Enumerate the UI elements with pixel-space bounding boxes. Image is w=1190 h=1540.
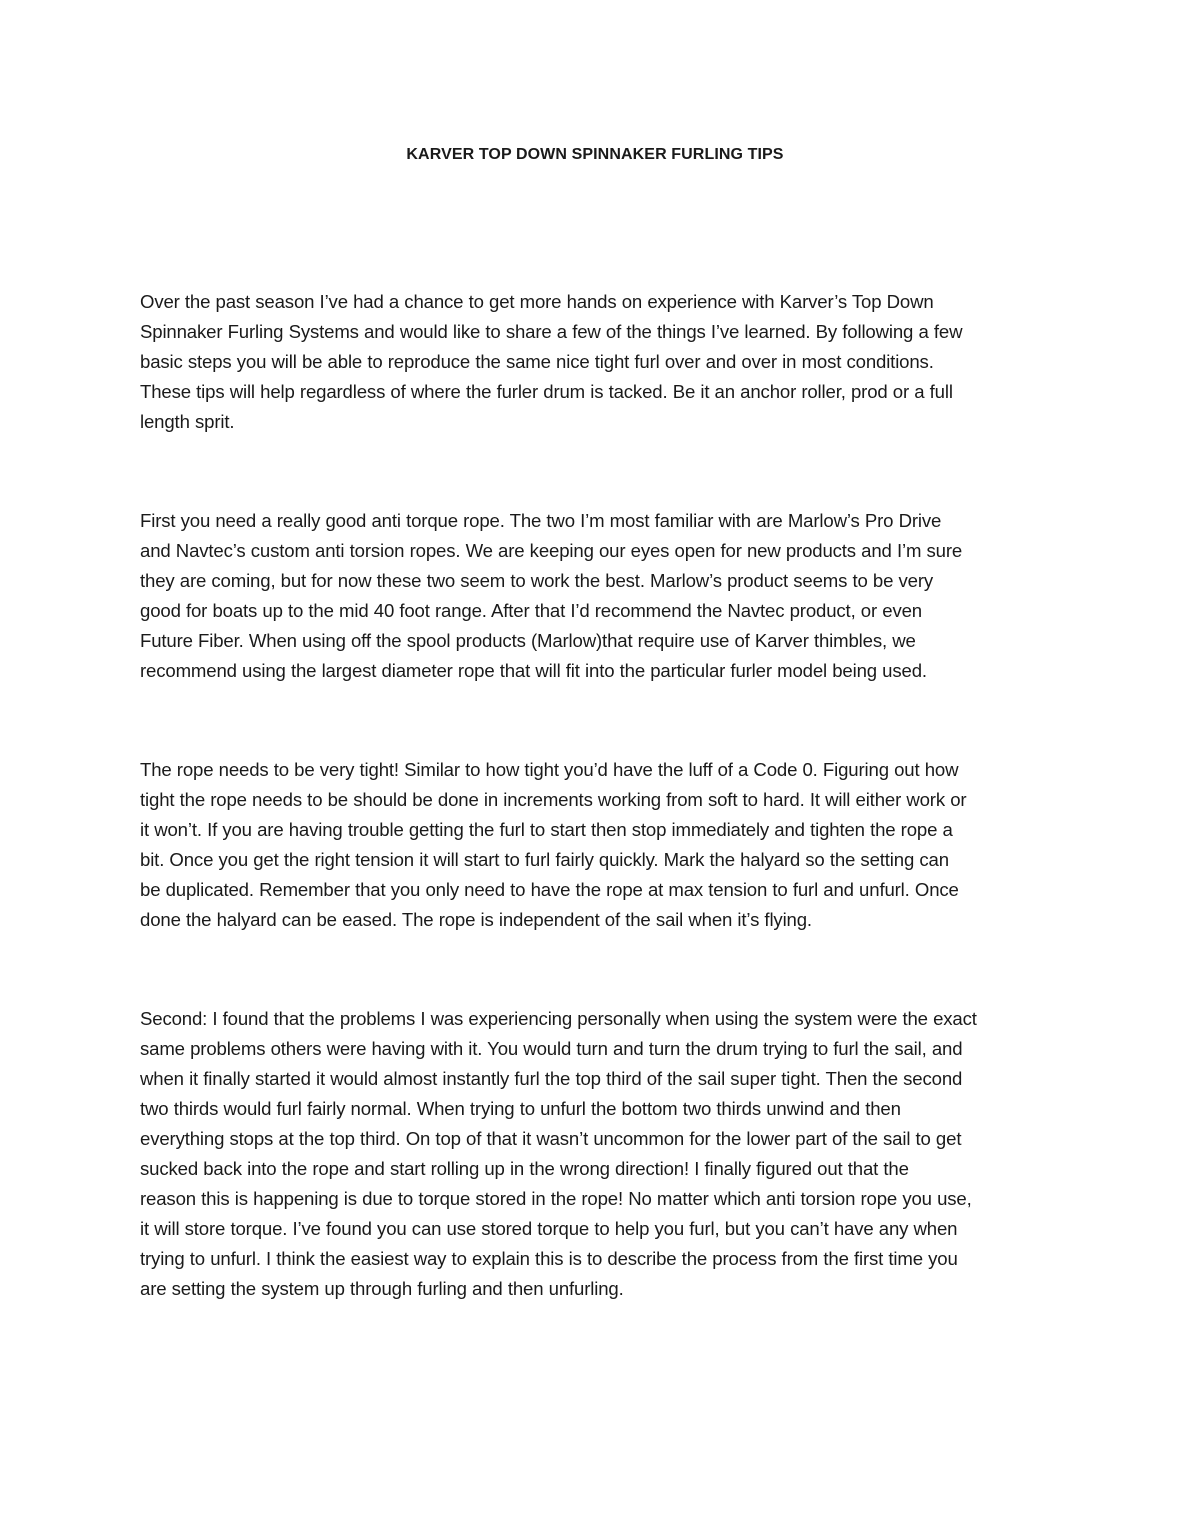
paragraph-line: sucked back into the rope and start rolling up in the wrong direction! I finally figured out that the <box>140 1158 909 1179</box>
paragraph-line: Over the past season I’ve had a chance to get more hands on experience with Karver’s Top Down <box>140 291 934 312</box>
paragraph-line: Second: I found that the problems I was experiencing personally when using the system were the exact <box>140 1008 977 1029</box>
paragraph-anti-torque-rope <box>140 506 1055 686</box>
paragraph-line: recommend using the largest diameter rope that will fit into the particular furler model being used. <box>140 660 927 681</box>
paragraph-line: length sprit. <box>140 411 235 432</box>
paragraph-stored-torque <box>140 1004 1055 1304</box>
paragraph-line: tight the rope needs to be should be done in increments working from soft to hard. It will either work or <box>140 789 967 810</box>
paragraph-line: two thirds would furl fairly normal. When trying to unfurl the bottom two thirds unwind and then <box>140 1098 901 1119</box>
paragraph-line: are setting the system up through furling and then unfurling. <box>140 1278 624 1299</box>
paragraph-line: when it finally started it would almost instantly furl the top third of the sail super tight. Then the second <box>140 1068 963 1089</box>
paragraph-line: basic steps you will be able to reproduce the same nice tight furl over and over in most conditions. <box>140 351 934 372</box>
paragraph-line: good for boats up to the mid 40 foot range. After that I’d recommend the Navtec product, or even <box>140 600 922 621</box>
paragraph-line: These tips will help regardless of where the furler drum is tacked. Be it an anchor roller, prod or a full <box>140 381 953 402</box>
paragraph-line: it won’t. If you are having trouble getting the furl to start then stop immediately and tighten the rope a <box>140 819 953 840</box>
paragraph-rope-tension <box>140 755 1055 935</box>
paragraph-line: same problems others were having with it. You would turn and turn the drum trying to furl the sail, and <box>140 1038 963 1059</box>
document-title: KARVER TOP DOWN SPINNAKER FURLING TIPS <box>406 146 784 163</box>
paragraph-line: and Navtec’s custom anti torsion ropes. We are keeping our eyes open for new products and I’m sure <box>140 540 963 561</box>
paragraph-line: it will store torque. I’ve found you can use stored torque to help you furl, but you can’t have any when <box>140 1218 958 1239</box>
paragraph-line: First you need a really good anti torque rope. The two I’m most familiar with are Marlow’s Pro Drive <box>140 510 942 531</box>
paragraph-line: The rope needs to be very tight! Similar to how tight you’d have the luff of a Code 0. Figuring out how <box>140 759 959 780</box>
paragraph-line: trying to unfurl. I think the easiest way to explain this is to describe the process from the first time you <box>140 1248 958 1269</box>
paragraph-line: reason this is happening is due to torque stored in the rope! No matter which anti torsion rope you use, <box>140 1188 972 1209</box>
paragraph-intro <box>140 287 1055 437</box>
paragraph-line: be duplicated. Remember that you only need to have the rope at max tension to furl and unfurl. Once <box>140 879 959 900</box>
paragraph-line: bit. Once you get the right tension it will start to furl fairly quickly. Mark the halyard so the setting can <box>140 849 949 870</box>
paragraph-line: Future Fiber. When using off the spool products (Marlow)that require use of Karver thimbles, we <box>140 630 916 651</box>
paragraph-line: everything stops at the top third. On top of that it wasn’t uncommon for the lower part of the sail to get <box>140 1128 962 1149</box>
paragraph-line: they are coming, but for now these two seem to work the best. Marlow’s product seems to be very <box>140 570 934 591</box>
paragraph-line: Spinnaker Furling Systems and would like to share a few of the things I’ve learned. By following a few <box>140 321 963 342</box>
paragraph-line: done the halyard can be eased. The rope is independent of the sail when it’s flying. <box>140 909 812 930</box>
